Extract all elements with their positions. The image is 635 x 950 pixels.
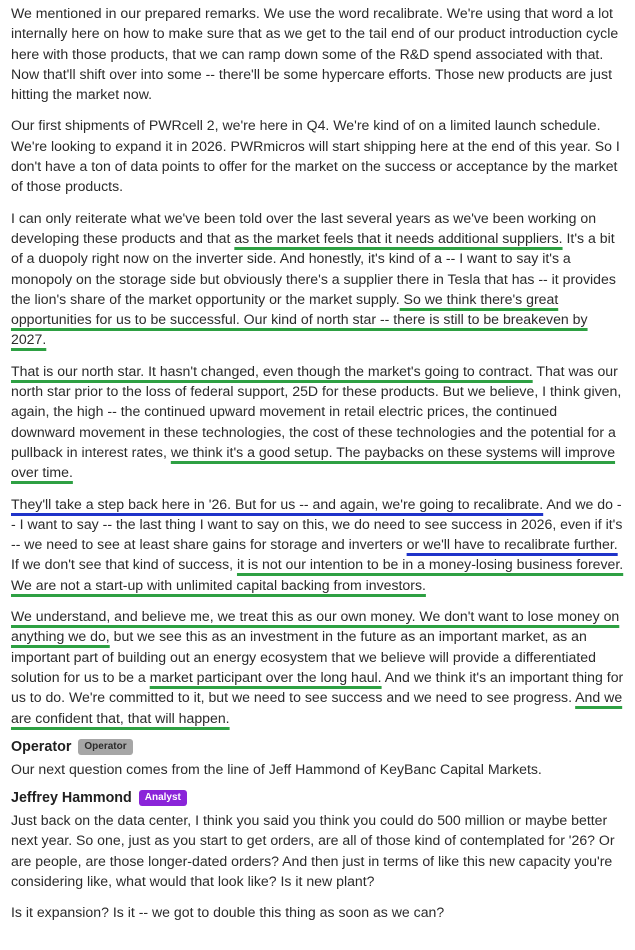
operator-badge: Operator: [78, 739, 132, 755]
highlight-green: And we are confident that, that will happen.: [11, 689, 623, 726]
highlight-green: we think it's a good setup. The paybacks on these systems will improve over time.: [11, 443, 616, 481]
highlight-green: it is not our intention to be in a money-losing business forever. We are not a start-up with unlimited capital backing from investors.: [11, 556, 624, 593]
text-segment: Our first shipments of PWRcell 2, we're here in Q4. We're kind of on a limited launch schedule. We're looking to expand it in 2026. PWRmicros will start shipping here at the end of this year. So I don't have a ton of data points to offer for the market on the success or acceptance by the market of those products.: [11, 117, 620, 195]
highlight-green: as the market feels that it needs additional suppliers.: [234, 229, 563, 246]
text-segment: And we think it's an important thing for us to do. We're committed to it, but we need to see success and we need to see progress.: [11, 668, 624, 706]
text-segment: but we see this as an investment in the future as an important market, as an important part of building out an energy ecosystem that we believe will provide a differentiated solution for us to be a: [11, 628, 596, 685]
speaker-name: Jeffrey Hammond: [11, 790, 132, 807]
remarks-paragraph: [11, 606, 624, 728]
operator-header: [11, 739, 624, 755]
text-segment: It's a bit of a duopoly right now on the inverter side. And honestly, it's kind of a -- I want to say it's a monopoly on the storage side but obviously there's a supplier there in Tesla that has -- it provides the lion's share of the market opportunity or the market supply.: [11, 229, 616, 307]
remarks-paragraph: [11, 494, 624, 595]
highlight-green: We understand, and believe me, we treat this as our own money. We don't want to lose money on anything we do,: [11, 608, 620, 645]
highlight-blue: They'll take a step back here in '26. But for us -- and again, we're going to recalibrate.: [11, 495, 544, 512]
highlight-blue: or we'll have to recalibrate further.: [406, 536, 618, 553]
speaker-name: Operator: [11, 738, 72, 755]
speaker-remarks: [11, 3, 624, 728]
remarks-paragraph: [11, 208, 624, 350]
highlight-green: So we think there's great opportunities for us to be successful. Our kind of north star -- there is still to be breakeven by 2027.: [11, 290, 588, 348]
analyst-question: Just back on the data center, I think you said you think you could do 500 million or maybe better next year. So one, just as you start to get orders, are all of those kind of contemplated for '26? Or are people, are those longer-dated orders? And then just in terms of like this new capacity you're considering like, what would that look like? Is it new plant?: [11, 812, 615, 889]
text-segment: That was our north star prior to the loss of federal support, 25D for these products. But we believe, I think given, again, the high -- the continued upward movement in retail electric prices, the continued downward movement in these technologies, the cost of these technologies and the potential for a pullback in interest rates,: [11, 362, 622, 460]
remarks-paragraph: [11, 3, 624, 104]
text-segment: I can only reiterate what we've been told over the last several years as we've been working on developing these products and that: [11, 209, 597, 246]
remarks-paragraph: [11, 115, 624, 196]
highlight-green: That is our north star. It hasn't changed, even though the market's going to contract.: [11, 362, 533, 379]
remarks-paragraph: [11, 361, 624, 483]
analyst-badge: Analyst: [139, 790, 187, 806]
highlight-green: market participant over the long haul.: [149, 668, 382, 685]
operator-text: Our next question comes from the line of Jeff Hammond of KeyBanc Capital Markets.: [11, 760, 542, 777]
analyst-header: [11, 790, 624, 806]
analyst-question: Is it expansion? Is it -- we got to double this thing as soon as we can?: [11, 904, 445, 921]
text-segment: And we do -- I want to say -- the last thing I want to say on this, we do need to see success in 2026, even if it's -- we need to see at least share gains for storage and inverters: [11, 495, 623, 553]
text-segment: We mentioned in our prepared remarks. We use the word recalibrate. We're using that word a lot internally here on how to make sure that as we get to the tail end of our product introduction cycle here with those products, that we can ramp down some of the R&D spend associated with that. Now that'll shift over into some -- there'll be some hypercare efforts. Those new products are just hitting the market now.: [11, 5, 619, 103]
text-segment: If we don't see that kind of success,: [11, 556, 237, 573]
